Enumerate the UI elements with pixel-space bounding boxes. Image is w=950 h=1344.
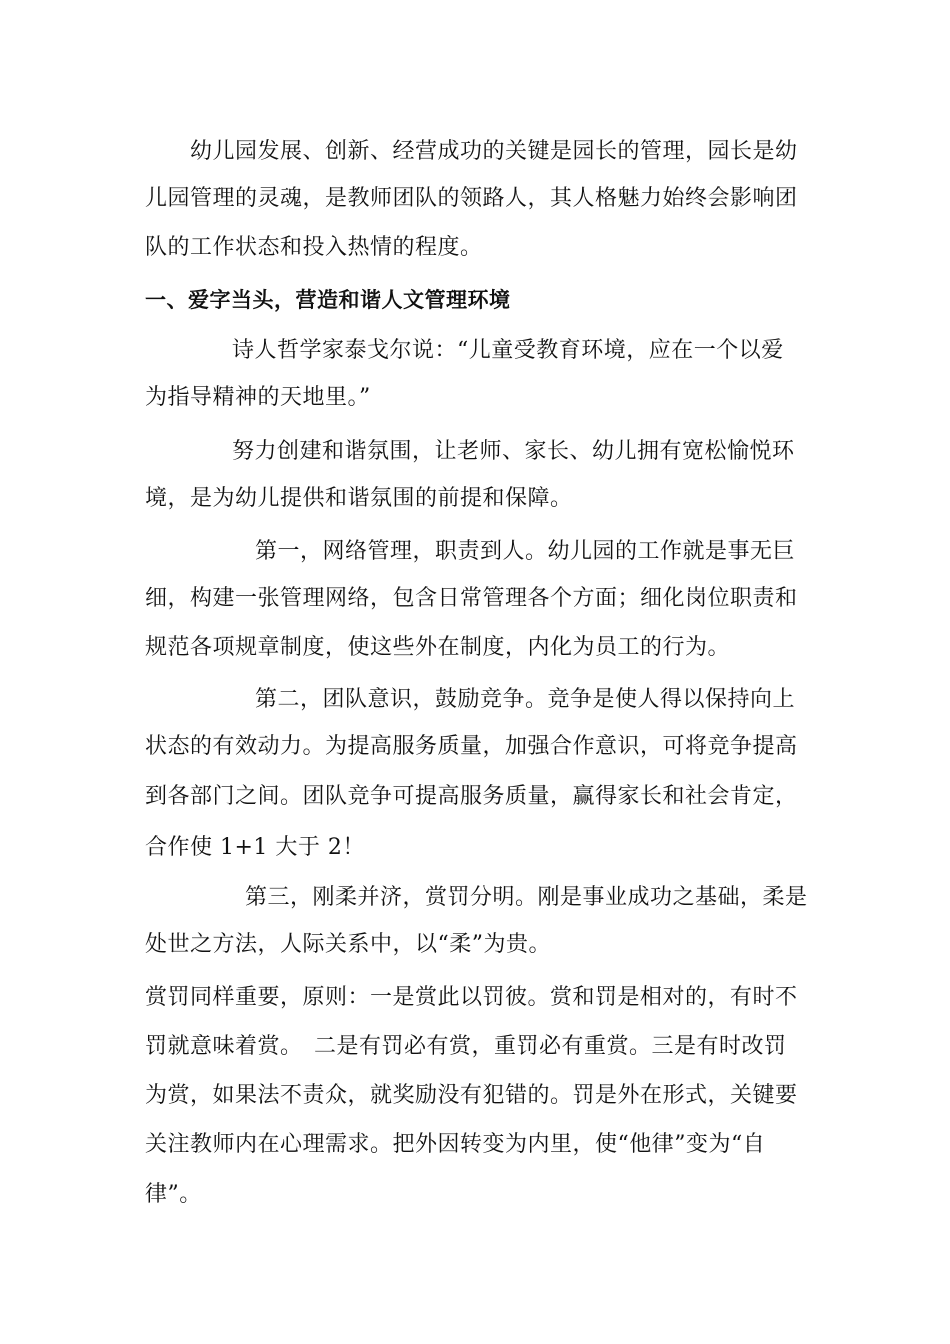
third-line-1: 第三，刚柔并济，赏罚分明。刚是事业成功之基础，柔是: [245, 885, 808, 910]
first-line-2: 细，构建一张管理网络，包含日常管理各个方面；细化岗位职责和: [145, 586, 798, 611]
reward-line-5: 律”。: [145, 1182, 202, 1207]
first-line-3: 规范各项规章制度，使这些外在制度，内化为员工的行为。: [145, 635, 731, 660]
second-line-4: 合作使 1+1 大于 2！: [145, 835, 365, 860]
second-line-2: 状态的有效动力。为提高服务质量，加强合作意识，可将竞争提高: [145, 734, 798, 759]
reward-line-2: 罚就意味着赏。 二是有罚必有赏，重罚必有重赏。三是有时改罚: [145, 1034, 787, 1059]
first-line-1: 第一，网络管理，职责到人。幼儿园的工作就是事无巨: [255, 539, 796, 564]
second-line-1: 第二，团队意识，鼓励竞争。竞争是使人得以保持向上: [255, 687, 796, 712]
reward-line-3: 为赏，如果法不责众，就奖励没有犯错的。罚是外在形式，关键要: [145, 1083, 798, 1108]
reward-line-4: 关注教师内在心理需求。把外因转变为内里，使“他律”变为“自: [145, 1132, 766, 1157]
intro-line-2: 儿园管理的灵魂，是教师团队的领路人，其人格魅力始终会影响团: [145, 186, 798, 211]
intro-line-3: 队的工作状态和投入热情的程度。: [145, 235, 483, 260]
effort-line-1: 努力创建和谐氛围，让老师、家长、幼儿拥有宽松愉悦环: [232, 439, 795, 464]
third-line-2: 处世之方法，人际关系中，以“柔”为贵。: [145, 932, 551, 957]
intro-line-1: 幼儿园发展、创新、经营成功的关键是园长的管理，园长是幼: [190, 139, 798, 164]
quote-line-2: 为指导精神的天地里。”: [145, 385, 371, 410]
quote-line-1: 诗人哲学家泰戈尔说：“儿童受教育环境，应在一个以爱: [232, 338, 784, 363]
reward-line-1: 赏罚同样重要，原则：一是赏此以罚彼。赏和罚是相对的，有时不: [145, 985, 798, 1010]
second-line-3: 到各部门之间。团队竞争可提高服务质量，赢得家长和社会肯定，: [145, 784, 798, 809]
effort-line-2: 境，是为幼儿提供和谐氛围的前提和保障。: [145, 486, 573, 511]
section-heading: 一、爱字当头，营造和谐人文管理环境: [145, 288, 511, 312]
